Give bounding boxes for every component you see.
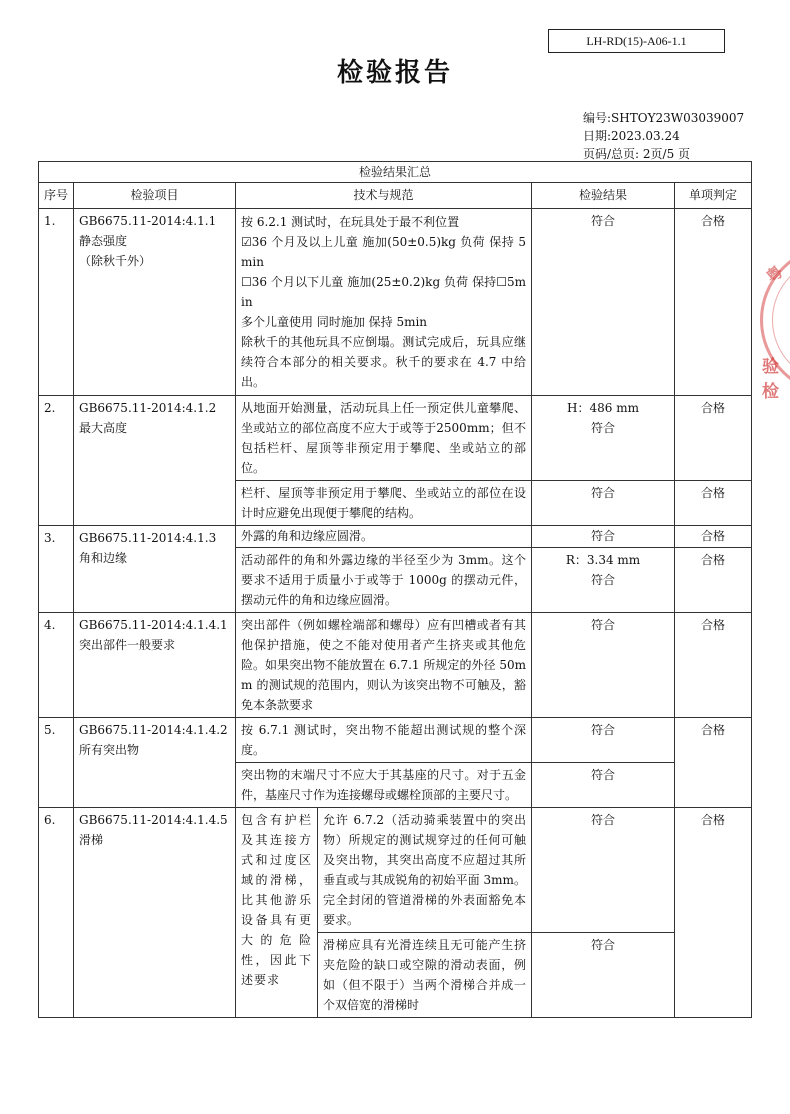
row-seq: 1. — [39, 209, 74, 396]
col-header-result: 检验结果 — [532, 183, 675, 209]
row-result: 符合 — [532, 718, 675, 763]
spec-line: 除秋千的其他玩具不应倒塌。测试完成后，玩具应继续符合本部分的相关要求。秋千的要求在 4.7 中给出。 — [241, 335, 526, 389]
row-verdict: 合格 — [675, 481, 752, 526]
measured-value: H：486 mm — [567, 401, 639, 415]
table-row — [39, 209, 752, 396]
row-verdict: 合格 — [675, 548, 752, 613]
report-date: 日期:2023.03.24 — [583, 129, 680, 143]
table-header-row — [39, 183, 752, 209]
row-verdict: 合格 — [675, 718, 752, 808]
spec-line-checked-option: ☑36 个月及以上儿童 施加(50±0.5)kg 负荷 保持 5min — [241, 235, 526, 269]
row-spec: 外露的角和边缘应圆滑。 — [236, 526, 532, 548]
seal-stamp-text-top: 粤 — [762, 261, 787, 287]
row-spec: 栏杆、屋顶等非预定用于攀爬、坐或站立的部位在设计时应避免出现便于攀爬的结构。 — [236, 481, 532, 526]
result-text: 符合 — [590, 421, 615, 435]
row-spec: 突出部件（例如螺栓端部和螺母）应有凹槽或者有其他保护措施，使之不能对使用者产生挤夹或其他危险。如果突出物不能放置在 6.7.1 所规定的外径 50mm 的测试规的范围内，则认为该突出物不可触及，豁免本条款要求 — [236, 613, 532, 718]
col-header-item: 检验项目 — [74, 183, 236, 209]
row-verdict: 合格 — [675, 613, 752, 718]
row-seq: 3. — [39, 526, 74, 613]
table-row — [39, 526, 752, 548]
table-caption: 检验结果汇总 — [39, 162, 752, 183]
row-result: 符合 — [532, 481, 675, 526]
row-spec: 活动部件的角和外露边缘的半径至少为 3mm。这个要求不适用于质量小于或等于 1000g 的摆动元件，摆动元件的角和边缘应圆滑。 — [236, 548, 532, 613]
row-spec-left: 包含有护栏及其连接方式和过度区域的滑梯，比其他游乐设备具有更大的危险性，因此下述要求 — [236, 808, 318, 1018]
row-seq: 5. — [39, 718, 74, 808]
row-result: 符合 — [532, 526, 675, 548]
row-spec: 按 6.7.1 测试时，突出物不能超出测试规的整个深度。 — [236, 718, 532, 763]
row-spec: 突出物的末端尺寸不应大于其基座的尺寸。对于五金件，基座尺寸作为连接螺母或螺栓顶部的主要尺寸。 — [236, 763, 532, 808]
row-verdict: 合格 — [675, 808, 752, 1018]
row-item: GB6675.11-2014:4.1.4.5 滑梯 — [74, 808, 236, 1018]
report-serial: 编号:SHTOY23W03039007 — [583, 111, 745, 125]
col-header-verdict: 单项判定 — [675, 183, 752, 209]
row-verdict: 合格 — [675, 396, 752, 481]
report-title: 检验报告 — [336, 58, 453, 88]
seal-stamp-text: 验检 — [762, 357, 779, 402]
table-row — [39, 613, 752, 718]
report-page: 页码/总页: 2页/5 页 — [583, 147, 691, 161]
row-spec — [236, 209, 532, 396]
col-header-spec: 技术与规范 — [236, 183, 532, 209]
row-result: 符合 — [532, 808, 675, 933]
row-verdict: 合格 — [675, 209, 752, 396]
row-spec: 从地面开始测量，活动玩具上任一预定供儿童攀爬、坐或站立的部位高度不应大于或等于2500mm；但不包括栏杆、屋顶等非预定用于攀爬、坐或站立的部位。 — [236, 396, 532, 481]
row-spec: 滑梯应具有光滑连续且无可能产生挤夹危险的缺口或空隙的滑动表面，例如（但不限于）当两个滑梯合并成一个双倍宽的滑梯时 — [318, 933, 532, 1018]
results-table — [38, 161, 752, 1018]
row-seq: 2. — [39, 396, 74, 526]
row-item: GB6675.11-2014:4.1.3 角和边缘 — [74, 526, 236, 613]
result-text: 符合 — [590, 573, 615, 587]
table-row — [39, 718, 752, 763]
row-result: 符合 — [532, 933, 675, 1018]
row-result: 符合 — [532, 613, 675, 718]
spec-line-unchecked-option: ☐36 个月以下儿童 施加(25±0.2)kg 负荷 保持☐5min — [241, 275, 526, 309]
measured-value: R：3.34 mm — [565, 553, 641, 567]
row-result: 符合 — [532, 209, 675, 396]
row-result — [532, 548, 675, 613]
report-meta — [583, 109, 744, 163]
col-header-seq: 序号 — [39, 183, 74, 209]
row-verdict: 合格 — [675, 526, 752, 548]
spec-line: 按 6.2.1 测试时，在玩具处于最不利位置 — [241, 215, 460, 229]
row-result: 符合 — [532, 763, 675, 808]
row-seq: 4. — [39, 613, 74, 718]
document-number-box: LH-RD(15)-A06-1.1 — [548, 29, 725, 53]
row-item: GB6675.11-2014:4.1.1 静态强度 （除秋千外） — [74, 209, 236, 396]
table-caption-row — [39, 162, 752, 183]
table-row — [39, 808, 752, 933]
table-row — [39, 396, 752, 481]
row-seq: 6. — [39, 808, 74, 1018]
row-result — [532, 396, 675, 481]
row-item: GB6675.11-2014:4.1.4.1 突出部件一般要求 — [74, 613, 236, 718]
row-item: GB6675.11-2014:4.1.4.2 所有突出物 — [74, 718, 236, 808]
spec-line: 多个儿童使用 同时施加 保持 5min — [241, 315, 428, 329]
row-item: GB6675.11-2014:4.1.2 最大高度 — [74, 396, 236, 526]
row-spec: 允许 6.7.2（活动骑乘装置中的突出物）所规定的测试规穿过的任何可触及突出物，其突出高度不应超过其所垂直或与其成锐角的初始平面 3mm。完全封闭的管道滑梯的外表面豁免本要求。 — [318, 808, 532, 933]
